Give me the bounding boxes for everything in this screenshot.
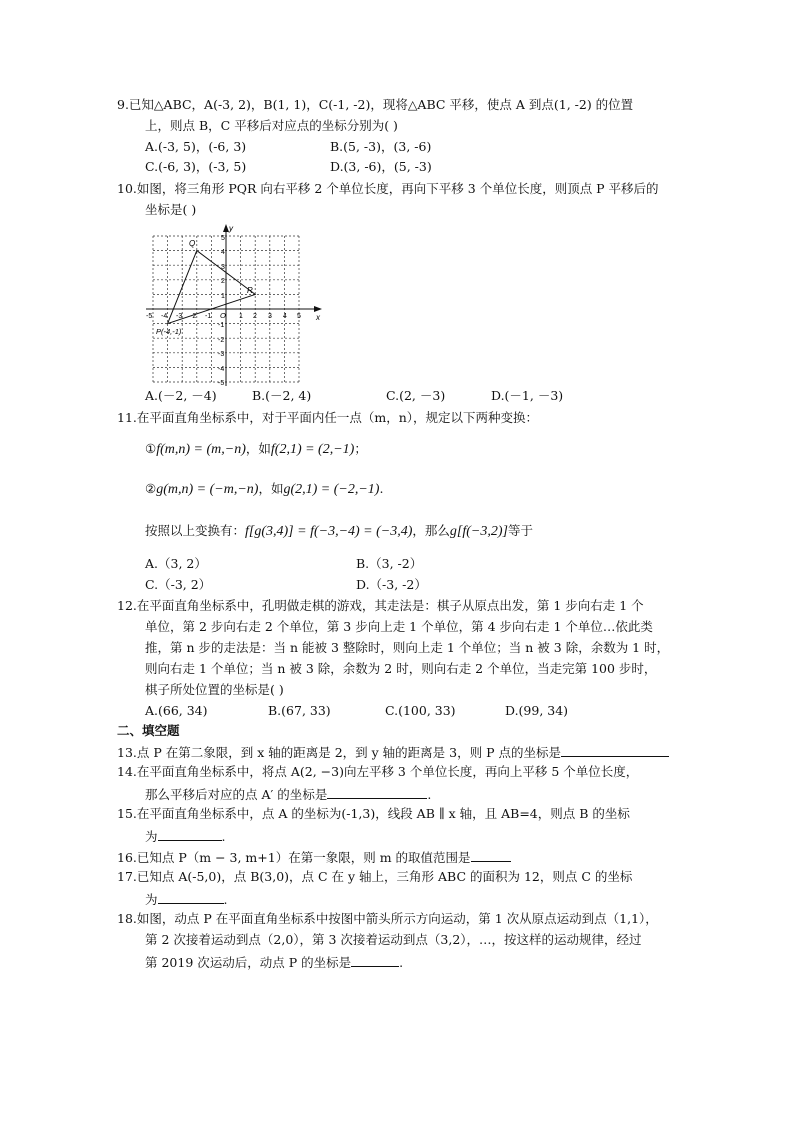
q18-line2: 第 2 次接着运动到点（2,0），第 3 次接着运动到点（3,2），…，按这样的运动规律，经过 (145, 932, 642, 947)
q18-line3: 第 2019 次运动后，动点 P 的坐标是 . (145, 952, 403, 972)
q14-line2: 那么平移后对应的点 A′ 的坐标是 . (145, 784, 431, 804)
q12-line2: 单位，第 2 步向右走 2 个单位，第 3 步向上走 1 个单位，第 4 步向右走 1 个单位…依此类 (145, 619, 653, 634)
q11-line4: 按照以上变换有：f[g(3,4)] = f(−3,−4) = (−3,4)，那么g[f(−3,2)]等于 (145, 523, 533, 539)
x-axis-arrow (314, 306, 322, 312)
q10-line1: 10.如图，将三角形 PQR 向右平移 2 个单位长度，再向下平移 3 个单位长度，则顶点 P 平移后的 (117, 181, 659, 196)
q11-rule1: ①f(m,n) = (m,−n)，如f(2,1) = (2,−1)； (145, 441, 367, 457)
q12-line4: 则向右走 1 个单位；当 n 被 3 除，余数为 2 时，则向右走 2 个单位，当走完第 100 步时， (145, 661, 657, 676)
vertex-p-label: P(-4,-1) (156, 327, 182, 336)
y-axis-label: y (229, 224, 233, 233)
q13-answer-blank[interactable] (561, 742, 669, 757)
q17-answer-blank[interactable] (158, 889, 224, 904)
y-tick: 5 (221, 235, 225, 242)
q10-option-c: C.(2, －3) (386, 388, 446, 403)
x-tick: 5 (297, 313, 301, 320)
q12-option-a: A.(66, 34) (145, 703, 208, 718)
vertex-r-label: R (247, 286, 253, 295)
vertex-q-label: Q (189, 239, 196, 248)
q15-answer-blank[interactable] (158, 826, 222, 841)
q12-option-d: D.(99, 34) (505, 703, 569, 718)
q18-line1: 18.如图，动点 P 在平面直角坐标系中按图中箭头所示方向运动，第 1 次从原点运动到点（1,1）， (117, 911, 658, 926)
q11-option-b: B.（3, -2） (356, 556, 423, 571)
q10-option-d: D.(－1, －3) (491, 388, 564, 403)
q17-line1: 17.已知点 A(-5,0)，点 B(3,0)，点 C 在 y 轴上，三角形 ABC 的面积为 12，则点 C 的坐标 (117, 869, 633, 884)
q10-line2: 坐标是( ) (145, 202, 197, 217)
q18-answer-blank[interactable] (351, 952, 399, 967)
q9-option-a: A.(-3, 5)，(-6, 3) (145, 139, 247, 154)
q16-answer-blank[interactable] (471, 847, 511, 862)
origin-label: O (220, 311, 226, 320)
y-tick: -5 (218, 380, 225, 387)
y-tick: 3 (221, 264, 225, 271)
q11-line1: 11.在平面直角坐标系中，对于平面内任一点（m，n），规定以下两种变换： (117, 410, 539, 425)
x-tick: -4 (161, 313, 168, 320)
x-axis-label: x (316, 313, 320, 322)
q13-line1: 13.点 P 在第二象限，到 x 轴的距离是 2，到 y 轴的距离是 3，则 P 点的坐标是 (117, 742, 669, 762)
y-tick: -4 (218, 366, 225, 373)
y-tick: 1 (221, 293, 225, 300)
q15-line1: 15.在平面直角坐标系中，点 A 的坐标为(-1,3)，线段 AB ∥ x 轴，且 AB=4，则点 B 的坐标 (117, 806, 630, 821)
q14-answer-blank[interactable] (327, 784, 427, 799)
q12-option-b: B.(67, 33) (268, 703, 331, 718)
x-tick: -2 (190, 313, 197, 320)
x-tick: 2 (253, 313, 257, 320)
q9-option-c: C.(-6, 3)，(-3, 5) (145, 159, 247, 174)
y-tick: 2 (221, 278, 225, 285)
section-title-fill-in: 二、填空题 (117, 723, 180, 738)
x-tick: -5 (146, 313, 153, 320)
x-tick: -1 (205, 313, 212, 320)
q10-option-a: A.(－2, －4) (145, 388, 217, 403)
q12-line1: 12.在平面直角坐标系中，孔明做走棋的游戏，其走法是：棋子从原点出发，第 1 步向右走 1 个 (117, 598, 644, 613)
q11-option-a: A.（3, 2） (145, 556, 207, 571)
q14-line1: 14.在平面直角坐标系中，将点 A(2, −3)向左平移 3 个单位长度，再向上平移 5 个单位长度， (117, 764, 639, 779)
q11-rule2: ②g(m,n) = (−m,−n)，如g(2,1) = (−2,−1). (145, 481, 384, 497)
q12-option-c: C.(100, 33) (385, 703, 456, 718)
q9-option-b: B.(5, -3)，(3, -6) (330, 139, 432, 154)
y-tick: -1 (218, 322, 225, 329)
y-tick: 4 (221, 249, 225, 256)
x-tick: -3 (176, 313, 183, 320)
x-tick: 3 (268, 313, 272, 320)
q16-line1: 16.已知点 P（m − 3, m+1）在第一象限，则 m 的取值范围是 (117, 847, 511, 867)
q11-option-d: D.（-3, -2） (356, 577, 427, 592)
q12-line5: 棋子所处位置的坐标是( ) (145, 682, 284, 697)
q10-coordinate-figure (140, 222, 332, 390)
q17-line2: 为 . (145, 889, 228, 909)
y-tick: -3 (218, 351, 225, 358)
q9-option-d: D.(3, -6)，(5, -3) (330, 159, 432, 174)
q11-option-c: C.（-3, 2） (145, 577, 212, 592)
x-tick: 4 (283, 313, 287, 320)
q9-line2: 上，则点 B，C 平移后对应点的坐标分别为( ) (145, 118, 398, 133)
x-tick: 1 (239, 313, 243, 320)
q12-line3: 推，第 n 步的走法是：当 n 能被 3 整除时，则向上走 1 个单位；当 n 被 3 除，余数为 1 时， (145, 640, 670, 655)
q9-line1: 9.已知△ABC，A(-3, 2)，B(1, 1)，C(-1, -2)，现将△ABC 平移，使点 A 到点(1, -2) 的位置 (117, 97, 634, 112)
y-tick: -2 (218, 337, 225, 344)
q10-option-b: B.(－2, 4) (252, 388, 312, 403)
axes (146, 228, 318, 386)
q15-line2: 为 . (145, 826, 226, 846)
